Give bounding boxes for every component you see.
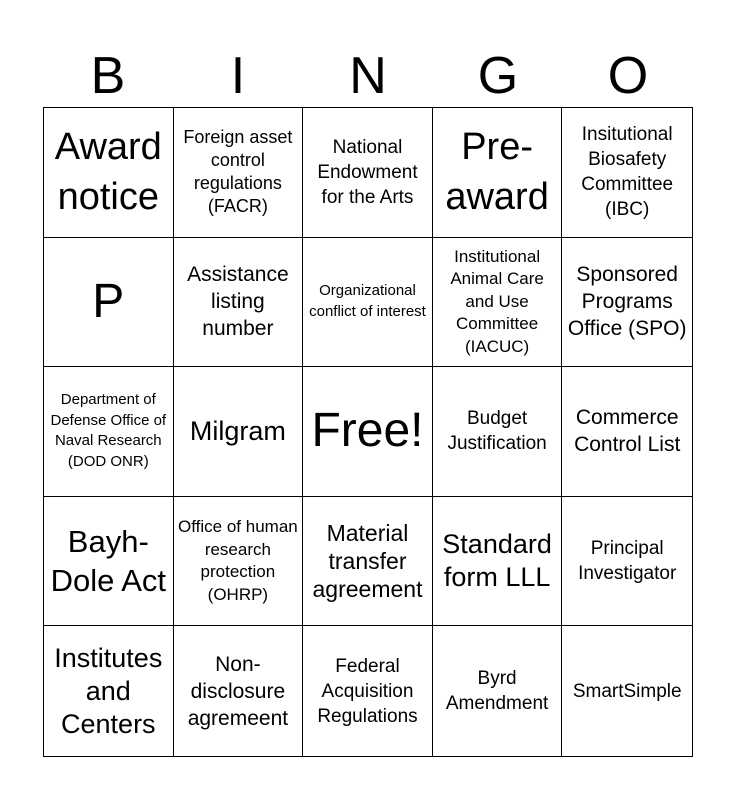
bingo-cell[interactable] — [303, 497, 433, 627]
bingo-cell[interactable] — [433, 367, 563, 497]
cell-text: Byrd Amendment — [445, 668, 549, 715]
bingo-header — [43, 48, 693, 104]
bingo-cell[interactable] — [44, 238, 174, 368]
bingo-grid — [43, 107, 693, 757]
bingo-cell[interactable] — [44, 367, 174, 497]
bingo-cell[interactable] — [562, 626, 692, 756]
header-letter-i: I — [230, 47, 246, 105]
bingo-cell[interactable] — [174, 238, 304, 368]
header-letter-b: B — [90, 47, 126, 105]
bingo-cell[interactable] — [562, 238, 692, 368]
bingo-cell[interactable] — [433, 108, 563, 238]
cell-text: Award notice — [54, 126, 162, 219]
bingo-cell[interactable] — [174, 497, 304, 627]
bingo-cell[interactable] — [44, 497, 174, 627]
header-letter-g: G — [477, 47, 519, 105]
cell-text: Office of human research protection (OHRP) — [178, 517, 298, 604]
bingo-cell[interactable] — [433, 626, 563, 756]
bingo-cell[interactable] — [433, 238, 563, 368]
bingo-cell[interactable] — [562, 108, 692, 238]
bingo-cell[interactable] — [562, 497, 692, 627]
cell-text: Department of Defense Office of Naval Research (DOD ONR) — [50, 391, 167, 470]
bingo-cell[interactable] — [44, 626, 174, 756]
cell-text: Organizational conflict of interest — [309, 282, 426, 320]
cell-text: Federal Acquisition Regulations — [317, 655, 418, 727]
cell-text: Assistance listing number — [187, 263, 289, 341]
header-letter-o: O — [607, 47, 649, 105]
cell-text: National Endowment for the Arts — [317, 136, 418, 208]
bingo-cell[interactable] — [433, 497, 563, 627]
bingo-cell[interactable] — [174, 108, 304, 238]
bingo-cell[interactable] — [303, 626, 433, 756]
cell-text: Foreign asset control regulations (FACR) — [183, 127, 293, 217]
bingo-cell[interactable] — [174, 626, 304, 756]
cell-text: Standard form LLL — [442, 529, 552, 593]
cell-text: Material transfer agreement — [312, 520, 423, 603]
cell-text: Pre-award — [445, 126, 549, 219]
header-letter-n: N — [349, 47, 387, 105]
cell-text: SmartSimple — [572, 680, 682, 702]
free-space-text: Free! — [311, 404, 424, 458]
bingo-cell[interactable] — [303, 238, 433, 368]
bingo-cell[interactable] — [174, 367, 304, 497]
free-space-cell[interactable] — [303, 367, 433, 497]
cell-text: Institutional Animal Care and Use Committee (IACUC) — [450, 246, 544, 356]
cell-text: P — [92, 274, 125, 328]
cell-text: Sponsored Programs Office (SPO) — [567, 263, 687, 341]
cell-text: Commerce Control List — [574, 406, 681, 457]
cell-text: Principal Investigator — [578, 538, 677, 585]
bingo-cell[interactable] — [44, 108, 174, 238]
cell-text: Bayh-Dole Act — [50, 524, 167, 599]
cell-text: Insitutional Biosafety Committee (IBC) — [581, 124, 674, 221]
bingo-cell[interactable] — [303, 108, 433, 238]
cell-text: Milgram — [189, 415, 286, 446]
bingo-cell[interactable] — [562, 367, 692, 497]
cell-text: Non-disclosure agremeent — [187, 652, 289, 730]
cell-text: Institutes and Centers — [54, 642, 163, 739]
cell-text: Budget Justification — [447, 408, 547, 455]
